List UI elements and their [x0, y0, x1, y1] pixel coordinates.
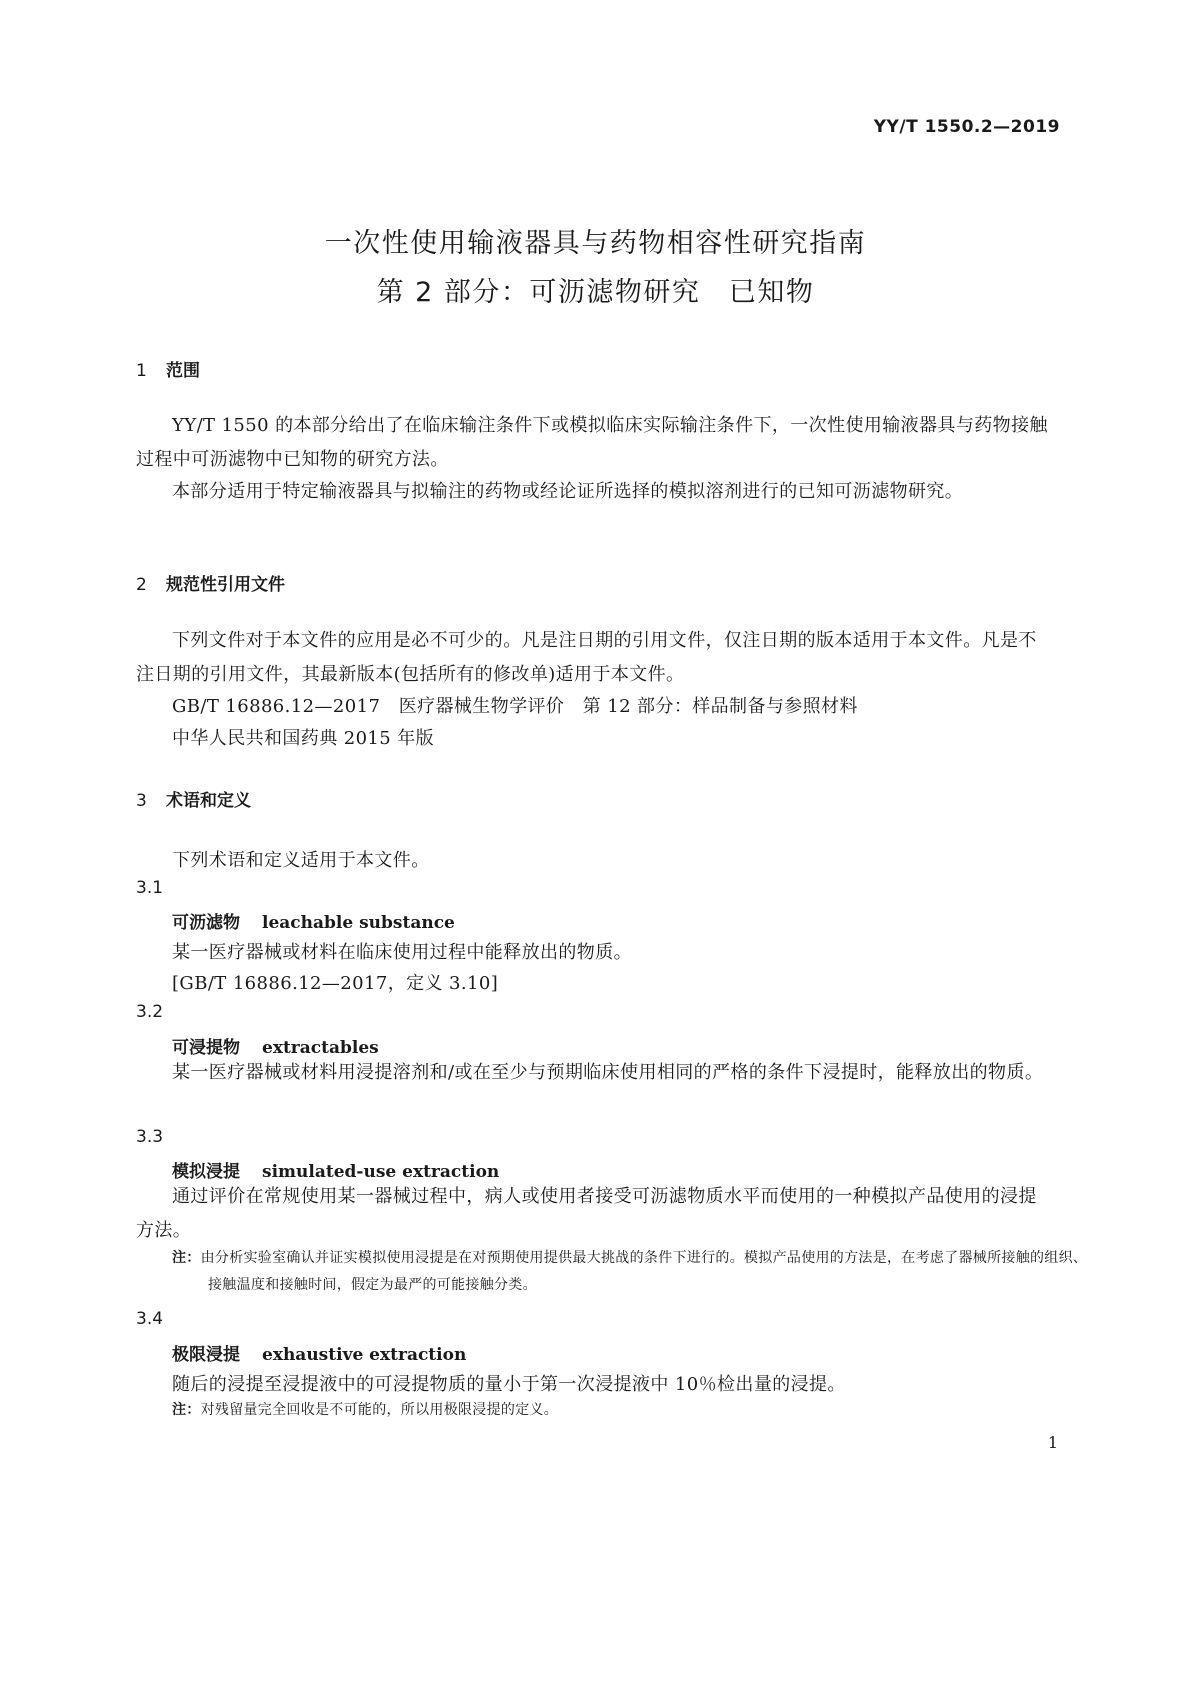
term-chinese: 可沥滤物: [172, 913, 240, 933]
term-english: exhaustive extraction: [262, 1345, 467, 1365]
document-title-line1: 一次性使用输液器具与药物相容性研究指南: [324, 228, 867, 259]
section-1-paragraph-1: YY/T 1550 的本部分给出了在临床输注条件下或模拟临床实际输注条件下，一次性使用输液器具与药物接触过程中可沥滤物中已知物的研究方法。: [136, 415, 1048, 470]
section-2-heading: [136, 570, 285, 595]
term-note: [172, 1245, 1088, 1299]
section-3-heading: [136, 786, 251, 811]
note-text: 由分析实验室确认并证实模拟使用浸提是在对预期使用提供最大挑战的条件下进行的。模拟产品使用的方法是，在考虑了器械所接触的组织、接触温度和接触时间，假定为最严的可能接触分类。: [200, 1250, 1088, 1293]
term-heading: [172, 908, 455, 933]
normative-reference-1: GB/T 16886.12—2017 医疗器械生物学评价 第 12 部分：样品制备与参照材料: [172, 696, 858, 717]
section-number: 1: [136, 361, 147, 381]
section-1-heading: [136, 356, 200, 381]
term-definition: 随后的浸提至浸提液中的可浸提物质的量小于第一次浸提液中 10％检出量的浸提。: [172, 1374, 846, 1395]
term-english: simulated-use extraction: [262, 1162, 500, 1182]
section-1-paragraph-2: 本部分适用于特定输液器具与拟输注的药物或经论证所选择的模拟溶剂进行的已知可沥滤物研究。: [172, 481, 964, 502]
term-chinese: 可浸提物: [172, 1038, 240, 1058]
term-heading: [172, 1157, 499, 1182]
term-english: extractables: [262, 1038, 379, 1058]
term-heading: [172, 1033, 379, 1058]
page-number: 1: [1047, 1433, 1058, 1452]
section-number: 2: [136, 575, 147, 595]
term-note: [172, 1397, 1088, 1424]
note-text: 对残留量完全回收是不可能的，所以用极限浸提的定义。: [200, 1402, 559, 1418]
section-number: 3: [136, 791, 147, 811]
term-chinese: 模拟浸提: [172, 1162, 240, 1182]
standard-code: YY/T 1550.2—2019: [873, 117, 1060, 137]
term-number: 3.4: [136, 1309, 164, 1329]
term-definition: 通过评价在常规使用某一器械过程中，病人或使用者接受可沥滤物质水平而使用的一种模拟产品使用的浸提方法。: [136, 1186, 1037, 1241]
note-label: 注：: [172, 1250, 201, 1266]
term-heading: [172, 1340, 466, 1365]
term-definition: 某一医疗器械或材料在临床使用过程中能释放出的物质。: [172, 942, 632, 963]
term-source: [GB/T 16886.12—2017，定义 3.10]: [172, 973, 499, 994]
term-definition: 某一医疗器械或材料用浸提溶剂和/或在至少与预期临床使用相同的严格的条件下浸提时，能释放出的物质。: [172, 1062, 1044, 1083]
term-number: 3.3: [136, 1127, 164, 1147]
term-number: 3.2: [136, 1002, 164, 1022]
section-2-paragraph-1: 下列文件对于本文件的应用是必不可少的。凡是注日期的引用文件，仅注日期的版本适用于本文件。凡是不注日期的引用文件，其最新版本(包括所有的修改单)适用于本文件。: [136, 630, 1037, 685]
section-title: 规范性引用文件: [166, 575, 285, 595]
normative-reference-2: 中华人民共和国药典 2015 年版: [172, 728, 435, 749]
term-number: 3.1: [136, 878, 164, 898]
section-title: 范围: [166, 361, 200, 381]
term-english: leachable substance: [262, 913, 455, 933]
section-title: 术语和定义: [166, 791, 251, 811]
document-title-line2: 第 2 部分：可沥滤物研究 已知物: [376, 277, 815, 308]
note-label: 注：: [172, 1402, 201, 1418]
term-chinese: 极限浸提: [172, 1345, 240, 1365]
terms-intro: 下列术语和定义适用于本文件。: [172, 850, 430, 871]
